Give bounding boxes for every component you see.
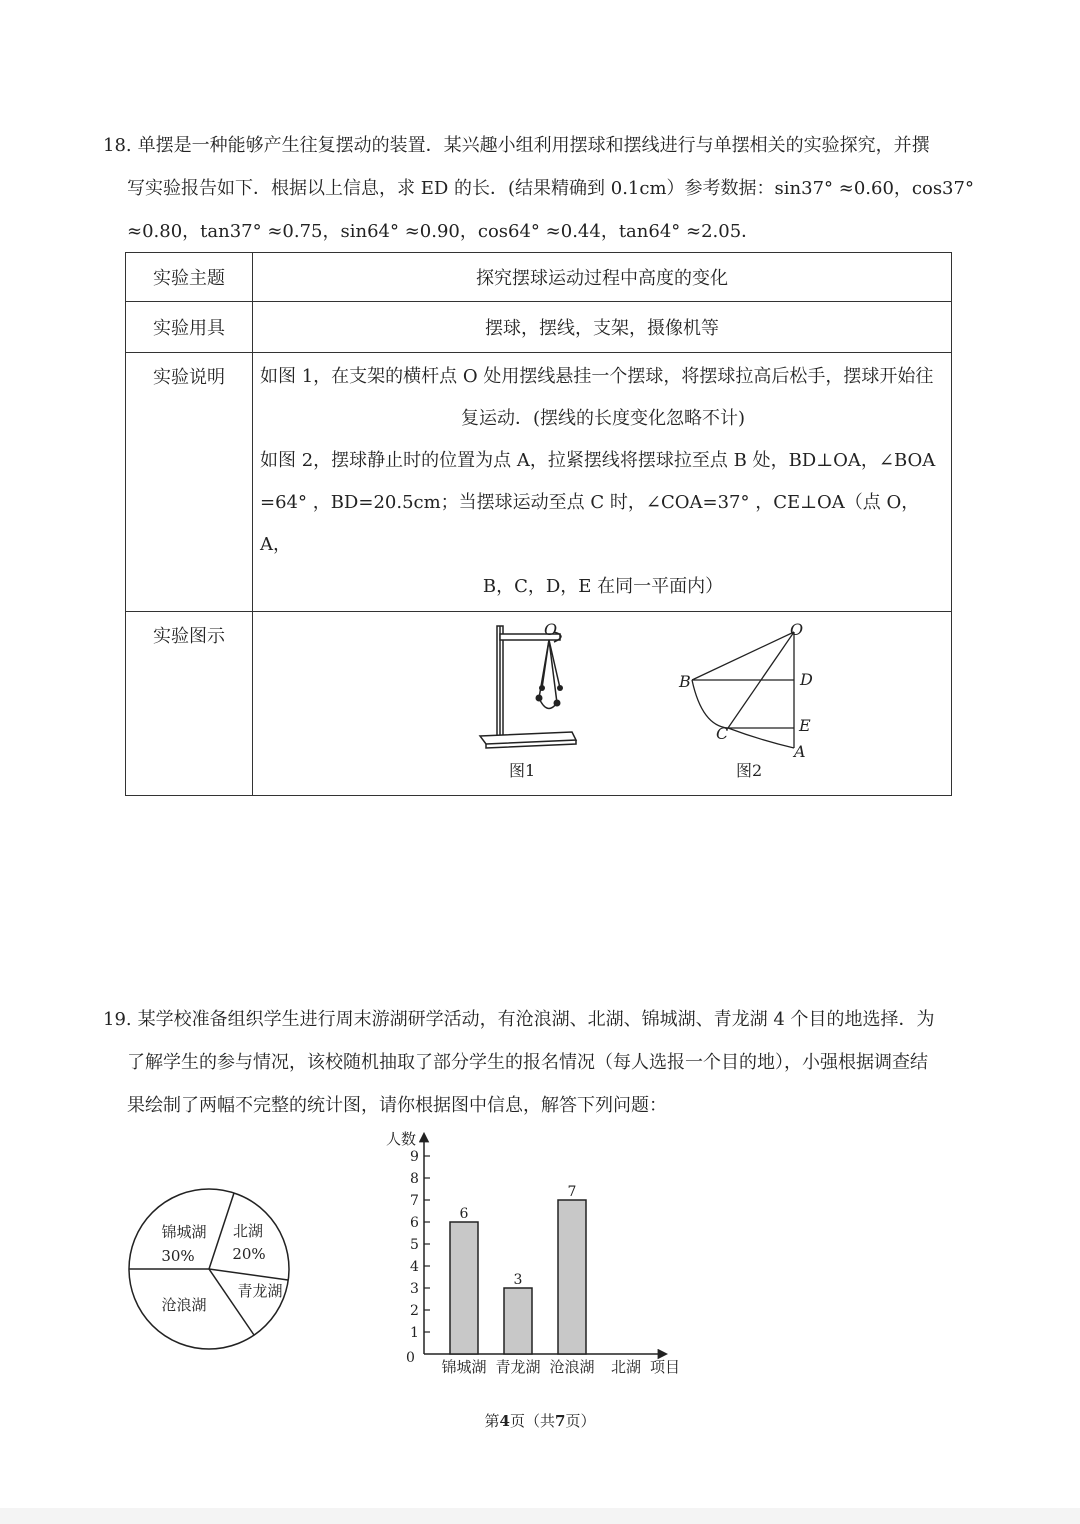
desc-line-3: 如图 2，摆球静止时的位置为点 A，拉紧摆线将摆球拉至点 B 处，BD⊥OA，∠BOA [260, 450, 936, 471]
y-tick-label: 2 [410, 1303, 419, 1319]
bar-1 [504, 1288, 532, 1354]
y-tick-label: 0 [406, 1350, 415, 1366]
x-category-label: 青龙湖 [495, 1358, 541, 1376]
pie-slice-label-jincheng: 锦城湖 [161, 1223, 207, 1241]
desc-line-4: =64° ，BD=20.5cm；当摆球运动至点 C 时，∠COA=37° ，CE⊥OA（点 O，A， [260, 492, 920, 555]
pie-slice-value-beihu: 20% [232, 1245, 266, 1263]
page-bottom-strip [0, 1508, 1080, 1524]
fig2-caption: 图2 [736, 760, 763, 780]
q18-line-2: 写实验报告如下．根据以上信息，求 ED 的长．(结果精确到 0.1cm）参考数据：sin37° ≈0.60，cos37° [127, 178, 974, 199]
y-tick-label: 6 [410, 1215, 419, 1231]
footer-suffix: 页） [565, 1412, 596, 1430]
q18-number: 18. [103, 135, 132, 156]
table-value-topic: 探究摆球运动过程中高度的变化 [253, 253, 952, 302]
table-label-figures: 实验图示 [126, 612, 253, 796]
desc-line-2: 复运动．(摆线的长度变化忽略不计) [460, 408, 746, 429]
pie-slice-value-jincheng: 30% [161, 1247, 195, 1265]
pie-chart [120, 1180, 300, 1350]
q19-line-1: 19. 某学校准备组织学生进行周末游湖研学活动，有沧浪湖、北湖、锦城湖、青龙湖 4 个目的地选择．为 [103, 1009, 935, 1030]
y-tick-label: 1 [410, 1325, 419, 1341]
footer-mid: 页（共 [509, 1412, 555, 1430]
table-value-figures [253, 612, 952, 796]
page-footer [0, 1410, 1080, 1431]
pie-slice-label-qinglong: 青龙湖 [237, 1282, 283, 1300]
x-category-label: 锦城湖 [441, 1358, 487, 1376]
fig2-label-c: C [716, 723, 729, 743]
y-tick-label: 8 [410, 1171, 419, 1187]
q19-line-2: 了解学生的参与情况，该校随机抽取了部分学生的报名情况（每人选报一个目的地），小强根据调查结 [127, 1052, 928, 1073]
bar-2 [558, 1200, 586, 1354]
pie-slice-label-canglang: 沧浪湖 [161, 1296, 207, 1314]
bar-value-label: 7 [567, 1184, 577, 1200]
y-axis-label: 人数 [386, 1130, 417, 1148]
fig2-label-d: D [800, 669, 813, 689]
desc-line-5: B，C，D，E 在同一平面内） [482, 576, 724, 597]
question-19 [103, 998, 983, 1127]
table-label-topic: 实验主题 [126, 253, 253, 302]
x-category-label: 沧浪湖 [549, 1358, 595, 1376]
footer-page-number: 4 [499, 1412, 510, 1430]
table-label-description: 实验说明 [126, 353, 253, 612]
table-value-description [253, 353, 952, 612]
experiment-table [125, 252, 952, 796]
bar-chart [380, 1122, 700, 1384]
x-category-label: 北湖 [610, 1358, 642, 1376]
q18-line-1: 18. 单摆是一种能够产生往复摆动的装置．某兴趣小组利用摆球和摆线进行与单摆相关的实验探究，并撰 [103, 135, 930, 156]
fig1-label-o: O [544, 619, 558, 639]
bar-value-label: 3 [513, 1272, 523, 1288]
question-18 [103, 124, 983, 253]
table-label-tools: 实验用具 [126, 302, 253, 353]
fig1-caption: 图1 [509, 760, 536, 780]
table-value-tools: 摆球，摆线，支架，摄像机等 [253, 302, 952, 353]
fig2-label-b: B [679, 671, 691, 691]
fig2-label-o: O [790, 619, 804, 639]
fig2-label-e: E [799, 715, 811, 735]
bar-0 [450, 1222, 478, 1354]
q19-line-3: 果绘制了两幅不完整的统计图，请你根据图中信息，解答下列问题： [127, 1095, 667, 1116]
bar-value-label: 6 [459, 1206, 469, 1222]
y-tick-label: 9 [410, 1149, 419, 1165]
x-axis-label: 项目 [650, 1358, 681, 1376]
y-tick-label: 4 [410, 1259, 419, 1275]
pie-slice-label-beihu: 北湖 [232, 1222, 264, 1240]
footer-total-pages: 7 [555, 1412, 566, 1430]
footer-prefix: 第 [484, 1412, 500, 1430]
y-tick-label: 7 [410, 1193, 419, 1209]
figure-1-pendulum-stand [254, 618, 1080, 790]
y-tick-label: 3 [410, 1281, 419, 1297]
fig2-label-a: A [794, 741, 806, 761]
q19-number: 19. [103, 1009, 132, 1030]
y-tick-label: 5 [410, 1237, 419, 1253]
q18-line-3: ≈0.80，tan37° ≈0.75，sin64° ≈0.90，cos64° ≈0.44，tan64° ≈2.05． [127, 221, 760, 242]
desc-line-1: 如图 1，在支架的横杆点 O 处用摆线悬挂一个摆球，将摆球拉高后松手，摆球开始往 [260, 366, 934, 387]
